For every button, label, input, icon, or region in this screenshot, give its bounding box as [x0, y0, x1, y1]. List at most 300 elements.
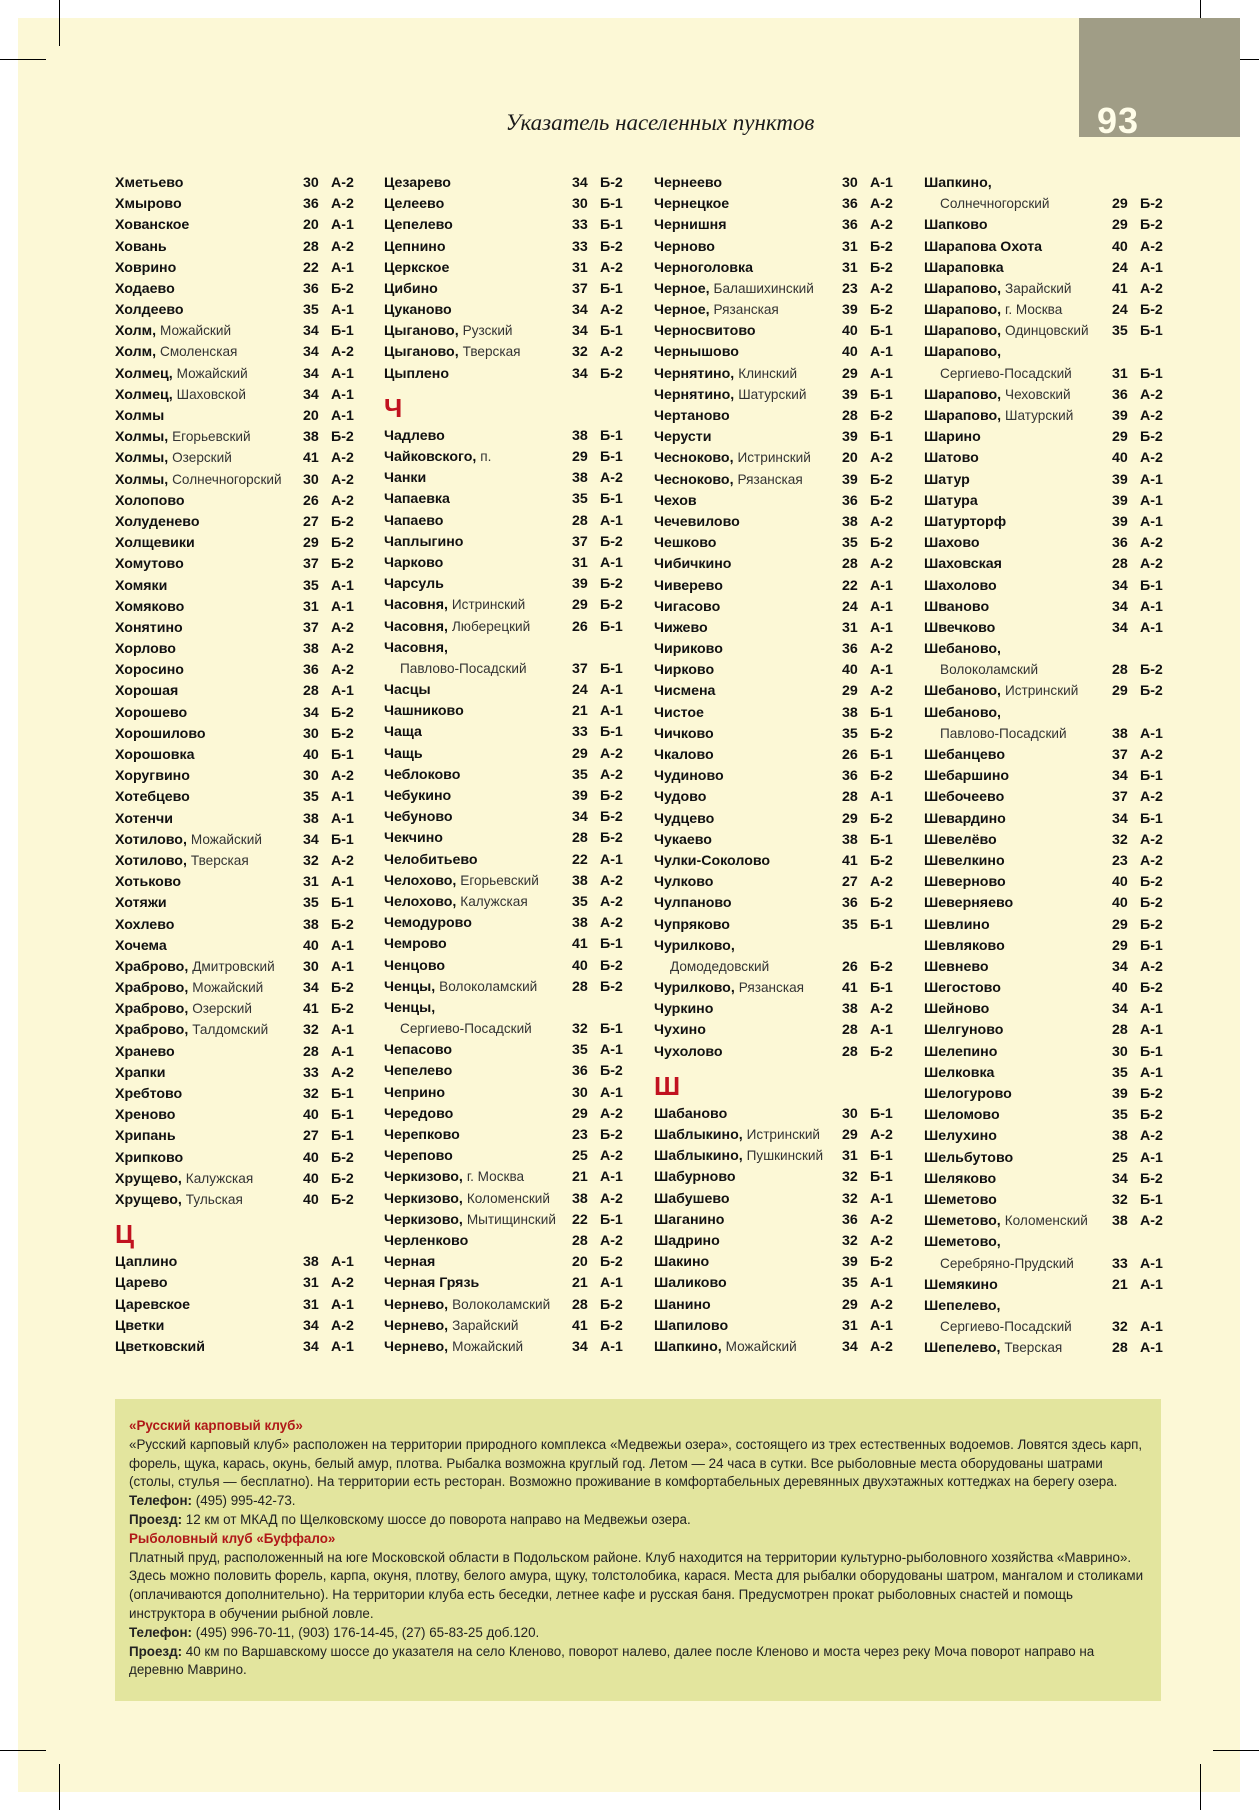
- index-entry: [384, 913, 636, 934]
- page-number: 93: [1097, 100, 1140, 141]
- index-entry: [924, 1148, 1176, 1169]
- entry-place: Шахолово: [924, 577, 997, 594]
- entry-name: [384, 1336, 572, 1358]
- index-entry: [384, 744, 636, 765]
- entry-page: 28: [572, 1296, 588, 1313]
- entry-name: [384, 594, 572, 616]
- entry-page: 30: [303, 471, 319, 488]
- entry-page: 34: [303, 365, 319, 382]
- entry-name: [654, 363, 842, 385]
- entry-name: [654, 299, 842, 321]
- entry-place: Черноголовка: [654, 259, 754, 276]
- entry-page: 34: [303, 386, 319, 403]
- entry-page: 40: [572, 957, 588, 974]
- entry-page: 38: [572, 872, 588, 889]
- index-entry: [384, 1040, 636, 1061]
- entry-name: [654, 554, 842, 575]
- entry-page: 40: [1112, 238, 1128, 255]
- entry-page: 41: [842, 980, 858, 997]
- entry-place: Шапково: [924, 217, 988, 234]
- entry-page: 28: [842, 1043, 858, 1060]
- entry-page: 35: [1112, 1107, 1128, 1124]
- entry-name: [384, 786, 572, 807]
- entry-grid: А-1: [331, 1043, 354, 1060]
- index-entry: [384, 300, 636, 321]
- entry-place: Шеломово: [924, 1107, 1000, 1124]
- entry-name: [924, 893, 1112, 914]
- entry-place: Холм,: [115, 323, 157, 340]
- entry-page: 39: [1112, 408, 1128, 425]
- index-entry: [115, 1063, 367, 1084]
- entry-place: Хоругвино: [115, 768, 190, 785]
- entry-place: Чебукино: [384, 788, 452, 805]
- entry-name: [654, 384, 842, 406]
- entry-grid: Б-2: [331, 1149, 354, 1166]
- entry-page: 35: [572, 893, 588, 910]
- entry-district: Егорьевский: [172, 429, 251, 445]
- index-entry: [654, 851, 906, 872]
- entry-grid: А-2: [1140, 1213, 1163, 1230]
- entry-page: 26: [842, 958, 858, 975]
- entry-page: 38: [572, 915, 588, 932]
- entry-name: [924, 872, 1112, 893]
- entry-district: Можайский: [452, 1338, 524, 1354]
- entry-place: Цуканово: [384, 302, 452, 319]
- index-entry: [924, 215, 1176, 236]
- entry-grid: А-2: [1140, 238, 1163, 255]
- entry-place: Чернево,: [384, 1296, 449, 1313]
- entry-page: 35: [303, 789, 319, 806]
- index-entry: [654, 1104, 906, 1125]
- entry-place: Шанино: [654, 1296, 711, 1313]
- index-entry: [654, 512, 906, 533]
- entry-page: 39: [572, 788, 588, 805]
- entry-page: 31: [842, 1148, 858, 1165]
- index-entry: [115, 1148, 367, 1169]
- entry-name: [115, 406, 303, 427]
- entry-name: [654, 1252, 842, 1273]
- entry-place: Чашниково: [384, 703, 464, 720]
- entry-grid: А-1: [331, 386, 354, 403]
- entry-name: [384, 1273, 572, 1294]
- entry-district: Сергиево-Посадский: [940, 1319, 1072, 1335]
- entry-name: [115, 173, 303, 194]
- index-entry: [115, 703, 367, 724]
- entry-district: Сергиево-Посадский: [400, 1021, 532, 1037]
- entry-page: 39: [1112, 513, 1128, 530]
- entry-grid: А-2: [600, 302, 623, 319]
- index-entry: [384, 426, 636, 447]
- entry-place: Шейново: [924, 1001, 990, 1018]
- entry-grid: А-1: [870, 1022, 893, 1039]
- entry-place: Челобитьево: [384, 851, 478, 868]
- entry-grid: А-2: [331, 450, 354, 467]
- entry-grid: Б-1: [1140, 810, 1163, 827]
- entry-district: Тверская: [1004, 1340, 1063, 1356]
- entry-page: 39: [1112, 471, 1128, 488]
- entry-page: 34: [303, 323, 319, 340]
- index-entry: [654, 1316, 906, 1337]
- entry-grid: Б-1: [870, 1148, 893, 1165]
- entry-place: Шарино: [924, 429, 981, 446]
- entry-grid: А-2: [600, 915, 623, 932]
- entry-place: Чукаево: [654, 831, 712, 848]
- entry-place: Холм,: [115, 344, 157, 361]
- index-entry: [654, 703, 906, 724]
- index-entry: [115, 173, 367, 194]
- entry-grid: А-2: [870, 450, 893, 467]
- index-entry: [654, 1042, 906, 1063]
- entry-name: [384, 1040, 572, 1061]
- entry-page: 36: [842, 196, 858, 213]
- entry-grid: Б-2: [870, 492, 893, 509]
- entry-place: Шарапово,: [924, 386, 1002, 403]
- entry-page: 38: [572, 470, 588, 487]
- entry-name: [384, 828, 572, 849]
- entry-page: 39: [842, 471, 858, 488]
- entry-name: [654, 427, 842, 448]
- entry-place: Шелепино: [924, 1043, 998, 1060]
- entry-district: Зарайский: [1005, 280, 1072, 296]
- index-entry: [924, 682, 1176, 703]
- entry-place: Чебуново: [384, 809, 453, 826]
- entry-name: [384, 320, 572, 342]
- entry-grid: А-1: [331, 937, 354, 954]
- entry-place: Шабурново: [654, 1169, 736, 1186]
- entry-page: 38: [842, 704, 858, 721]
- entry-name: [924, 978, 1112, 999]
- entry-page: 34: [1112, 577, 1128, 594]
- index-entry: [115, 1295, 367, 1316]
- entry-district: Калужская: [185, 1170, 254, 1186]
- entry-place: Хочема: [115, 937, 167, 954]
- entry-name: [384, 258, 572, 279]
- entry-name: [384, 701, 572, 722]
- index-entry: [115, 893, 367, 914]
- entry-place: Хотилово,: [115, 852, 187, 869]
- entry-grid: Б-2: [600, 1127, 623, 1144]
- index-column-1: [115, 173, 367, 1358]
- entry-page: 30: [303, 725, 319, 742]
- entry-page: 30: [572, 1084, 588, 1101]
- entry-place: Чиверево: [654, 577, 723, 594]
- entry-grid: Б-1: [331, 1107, 354, 1124]
- entry-grid: Б-2: [331, 980, 354, 997]
- entry-page: 26: [842, 747, 858, 764]
- entry-place: Шеметово,: [924, 1234, 1001, 1251]
- index-entry: [924, 300, 1176, 321]
- index-entry: [924, 766, 1176, 787]
- entry-name: [384, 1252, 572, 1273]
- entry-grid: Б-2: [600, 365, 623, 382]
- entry-place: Шатура: [924, 492, 978, 509]
- index-entry: [115, 1337, 367, 1358]
- entry-page: 28: [1112, 556, 1128, 573]
- index-entry: [924, 1190, 1176, 1211]
- entry-district: Коломенский: [1004, 1213, 1088, 1229]
- entry-place: Хранево: [115, 1043, 175, 1060]
- entry-page: 34: [303, 1338, 319, 1355]
- page-title: Указатель населенных пунктов: [505, 110, 815, 135]
- entry-name: [654, 766, 842, 787]
- entry-grid: А-1: [870, 174, 893, 191]
- index-entry: [115, 999, 367, 1020]
- entry-name: [115, 384, 303, 406]
- index-entry: [384, 511, 636, 532]
- entry-place: Чигасово: [654, 598, 721, 615]
- entry-name: [654, 893, 842, 914]
- entry-page: 29: [1112, 683, 1128, 700]
- entry-page: 40: [842, 662, 858, 679]
- entry-page: 32: [842, 1232, 858, 1249]
- entry-district: Озерский: [172, 450, 232, 466]
- entry-name: [654, 618, 842, 639]
- entry-grid: Б-2: [331, 1001, 354, 1018]
- entry-name: [654, 1167, 842, 1188]
- entry-grid: А-1: [331, 1254, 354, 1271]
- entry-place: Храпки: [115, 1064, 166, 1081]
- entry-name: [924, 703, 1112, 724]
- entry-page: 40: [303, 747, 319, 764]
- entry-grid: Б-2: [1140, 196, 1163, 213]
- entry-grid: А-2: [870, 1127, 893, 1144]
- entry-name: [654, 724, 842, 745]
- entry-name: [924, 342, 1112, 363]
- entry-name: [115, 237, 303, 258]
- index-entry: [115, 448, 367, 469]
- entry-place: Чехов: [654, 492, 697, 509]
- club1-description: «Русский карповый клуб» расположен на территории природного комплекса «Медвежьи озера», состоящего из трех естественных водоемов. Ловятся здесь карп, форель, щука, карась, окунь, белый амур, плотва. Рыбалка возможна круглый год. Летом — 24 часа в сутки. Все рыболовные места оборудованы шатрами (столы, стулья — бесплатно). На территории есть ресторан. Возможно проживание в комфортабельных деревянных двухэтажных коттеджах на берегу озера.: [129, 1436, 1143, 1490]
- entry-place: Шевелкино: [924, 852, 1005, 869]
- entry-place: Чесноково,: [654, 450, 734, 467]
- entry-grid: А-2: [1140, 958, 1163, 975]
- index-entry: [115, 343, 367, 364]
- entry-place: Шеметово: [924, 1191, 997, 1208]
- entry-page: 21: [572, 1169, 588, 1186]
- entry-grid: А-2: [870, 1001, 893, 1018]
- entry-place: Холопово: [115, 492, 185, 509]
- entry-grid: А-2: [870, 1296, 893, 1313]
- entry-name: [654, 321, 842, 342]
- crop-mark: [59, 1764, 60, 1810]
- entry-district: Рузский: [462, 323, 513, 339]
- entry-grid: А-2: [600, 745, 623, 762]
- entry-place: Шевлино: [924, 916, 990, 933]
- entry-place: Шемякино: [924, 1276, 998, 1293]
- entry-grid: А-1: [600, 1042, 623, 1059]
- entry-place: Шарапово,: [924, 323, 1002, 340]
- index-entry: [115, 279, 367, 300]
- entry-place: Хорошовка: [115, 747, 195, 764]
- entry-name: [115, 956, 303, 978]
- entry-page: 36: [842, 768, 858, 785]
- index-entry: [384, 194, 636, 215]
- entry-name: [654, 1042, 842, 1063]
- entry-place: Чечевилово: [654, 513, 740, 530]
- entry-place: Ченцы,: [384, 978, 436, 995]
- entry-grid: Б-1: [331, 1128, 354, 1145]
- entry-name: [384, 1294, 572, 1316]
- entry-page: 26: [572, 618, 588, 635]
- entry-page: 29: [572, 1105, 588, 1122]
- entry-name: [924, 1275, 1112, 1296]
- entry-page: 40: [303, 1191, 319, 1208]
- entry-name: [115, 194, 303, 215]
- entry-place: Чадлево: [384, 427, 445, 444]
- entry-place: Шаблыкино,: [654, 1127, 743, 1144]
- entry-district: Озерский: [192, 1001, 252, 1017]
- entry-place: Черленково: [384, 1232, 469, 1249]
- entry-grid: А-2: [600, 259, 623, 276]
- entry-name: [115, 618, 303, 639]
- index-entry: [115, 258, 367, 279]
- entry-grid: А-1: [600, 1275, 623, 1292]
- index-entry: [115, 618, 367, 639]
- entry-grid: Б-1: [331, 831, 354, 848]
- entry-place: Чапаевка: [384, 491, 450, 508]
- entry-place: Чурилково,: [654, 937, 735, 954]
- index-entry: [384, 1252, 636, 1273]
- index-entry: [115, 915, 367, 936]
- entry-name: [115, 300, 303, 321]
- index-entry: [654, 787, 906, 808]
- entry-grid: Б-1: [331, 323, 354, 340]
- entry-grid: Б-1: [1140, 1043, 1163, 1060]
- index-entry: [384, 532, 636, 553]
- entry-place: Шеверняево: [924, 895, 1014, 912]
- entry-grid: А-1: [600, 682, 623, 699]
- entry-grid: Б-1: [600, 217, 623, 234]
- entry-page: 33: [572, 724, 588, 741]
- entry-name: [115, 977, 303, 999]
- entry-page: 21: [1112, 1276, 1128, 1293]
- entry-place: Цветки: [115, 1317, 165, 1334]
- entry-name: [384, 1146, 572, 1167]
- index-entry: [654, 999, 906, 1020]
- entry-page: 38: [303, 1254, 319, 1271]
- entry-place: Шадрино: [654, 1232, 720, 1249]
- entry-district: г. Москва: [1005, 302, 1063, 318]
- entry-page: 28: [842, 408, 858, 425]
- entry-page: 31: [303, 1296, 319, 1313]
- entry-place: Чепасово: [384, 1042, 453, 1059]
- entry-name: [115, 469, 303, 491]
- entry-name: [384, 194, 572, 215]
- entry-grid: А-2: [331, 852, 354, 869]
- index-entry: [654, 936, 906, 957]
- index-entry: [924, 597, 1176, 618]
- entry-place: Храброво,: [115, 1022, 189, 1039]
- entry-grid: Б-1: [1140, 323, 1163, 340]
- entry-grid: А-1: [331, 1022, 354, 1039]
- entry-grid: Б-1: [870, 429, 893, 446]
- entry-page: 30: [572, 196, 588, 213]
- club2-title: Рыболовный клуб «Буффало»: [129, 1530, 336, 1546]
- entry-name: [115, 639, 303, 660]
- entry-place: Цепелево: [384, 217, 453, 234]
- entry-district: Шатурский: [738, 386, 807, 402]
- entry-place: Шебаново,: [924, 704, 1001, 721]
- index-entry: [384, 871, 636, 892]
- entry-name: [384, 934, 572, 955]
- index-entry: [115, 787, 367, 808]
- entry-grid: А-1: [870, 789, 893, 806]
- index-entry: [654, 1231, 906, 1252]
- entry-place: Холуденево: [115, 513, 200, 530]
- entry-grid: Б-2: [331, 725, 354, 742]
- entry-place: Черепково: [384, 1127, 460, 1144]
- index-entry: [924, 639, 1176, 660]
- entry-name: [384, 173, 572, 194]
- entry-name: [115, 1063, 303, 1084]
- entry-name: [924, 448, 1112, 469]
- index-entry: [115, 1252, 367, 1273]
- entry-page: 31: [303, 874, 319, 891]
- entry-page: 29: [842, 1127, 858, 1144]
- club2-description: Платный пруд, расположенный на юге Московской области в Подольском районе. Клуб находится на территории культурно-рыболовного хозяйства «Маврино». Здесь можно половить форель, карпа, окуня, плотву, белого амура, щуку, толстолобика, карася. Места для рыбалки оборудованы шатром, мангалом и столиками (оплачиваются дополнительно). На территории клуба есть беседки, летнее кафе и русская баня. Предусмотрен прокат рыболовных снастей и помощь инструктора в обучении рыбной ловле.: [129, 1549, 1144, 1621]
- entry-name: [384, 574, 572, 595]
- entry-page: 39: [842, 1254, 858, 1271]
- entry-name: [924, 597, 1112, 618]
- index-entry: [654, 1146, 906, 1167]
- entry-page: 24: [1112, 259, 1128, 276]
- entry-name: [654, 639, 842, 660]
- club2-route: 40 км по Варшавскому шоссе до указателя на село Кленово, поворот налево, далее после Кленово и моста через реку Моча поворот направо на деревню Маврино.: [129, 1643, 1095, 1678]
- entry-grid: Б-2: [331, 280, 354, 297]
- entry-place: Чудово: [654, 789, 707, 806]
- entry-name: [654, 1336, 842, 1358]
- entry-grid: А-1: [331, 302, 354, 319]
- entry-page: 22: [303, 259, 319, 276]
- entry-page: 30: [1112, 1043, 1128, 1060]
- entry-place: Хмырово: [115, 196, 182, 213]
- entry-page: 33: [303, 1064, 319, 1081]
- entry-place: Чернево,: [384, 1338, 449, 1355]
- entry-grid: Б-1: [1140, 365, 1163, 382]
- entry-name: [924, 576, 1112, 597]
- entry-grid: А-2: [1140, 852, 1163, 869]
- entry-name: [384, 722, 572, 743]
- index-column-3: [654, 173, 906, 1358]
- entry-page: 40: [303, 937, 319, 954]
- entry-place: Шарапово,: [924, 344, 1002, 361]
- entry-page: 33: [1112, 1255, 1128, 1272]
- crop-mark: [0, 1750, 46, 1751]
- entry-page: 24: [1112, 302, 1128, 319]
- entry-place: Хорлово: [115, 641, 176, 658]
- entry-place: Чухолово: [654, 1043, 723, 1060]
- entry-name: [115, 1168, 303, 1190]
- index-entry: [115, 300, 367, 321]
- entry-page: 34: [1112, 619, 1128, 636]
- entry-name: [384, 532, 572, 553]
- entry-grid: Б-2: [1140, 1086, 1163, 1103]
- index-entry: [924, 1317, 1176, 1338]
- index-entry: [384, 892, 636, 913]
- entry-page: 34: [303, 1317, 319, 1334]
- entry-page: 38: [303, 916, 319, 933]
- entry-page: 32: [303, 1022, 319, 1039]
- entry-name: [924, 1316, 1112, 1338]
- entry-grid: А-1: [331, 217, 354, 234]
- entry-place: Цыганово,: [384, 323, 459, 340]
- entry-name: [115, 363, 303, 385]
- entry-page: 37: [572, 280, 588, 297]
- entry-name: [654, 660, 842, 681]
- entry-name: [654, 915, 842, 936]
- entry-place: Хомяково: [115, 598, 185, 615]
- entry-grid: А-2: [1140, 535, 1163, 552]
